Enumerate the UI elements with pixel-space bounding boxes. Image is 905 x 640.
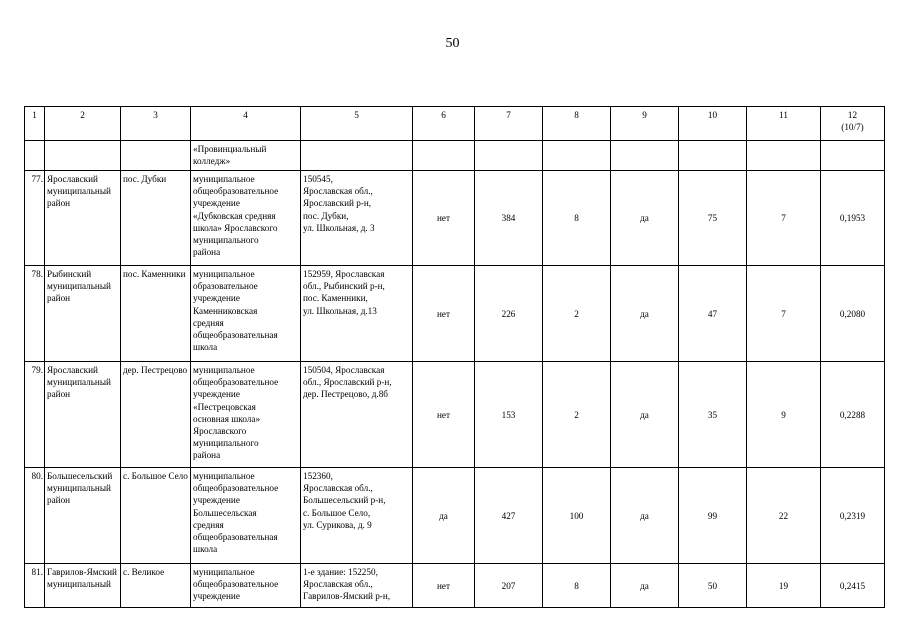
cell-col-12: 0,2319	[821, 468, 885, 564]
cell-col-9: да	[611, 468, 679, 564]
address-cell: 150545, Ярославская обл., Ярославский р-н, пос. Дубки, ул. Школьная, д. 3	[301, 171, 413, 266]
header-cell: 1	[25, 107, 45, 141]
locality-cell: пос. Дубки	[121, 171, 191, 266]
data-table	[24, 106, 885, 608]
row-number-cell: 81.	[25, 564, 45, 608]
table-cell	[679, 141, 747, 171]
locality-cell: дер. Пестрецово	[121, 362, 191, 468]
locality-cell: пос. Каменники	[121, 266, 191, 362]
cell-col-7: 226	[475, 266, 543, 362]
table-row	[25, 171, 885, 266]
cell-col-6: нет	[413, 362, 475, 468]
district-cell: Рыбинский муниципальный район	[45, 266, 121, 362]
cell-col-11: 19	[747, 564, 821, 608]
school-name-cell: муниципальное общеобразовательное учреждение	[191, 564, 301, 608]
table-row	[25, 468, 885, 564]
cell-col-7: 207	[475, 564, 543, 608]
table-row	[25, 362, 885, 468]
table-cell	[543, 141, 611, 171]
row-number-cell: 77.	[25, 171, 45, 266]
cell-col-9: да	[611, 564, 679, 608]
cell-col-6: нет	[413, 564, 475, 608]
cell-col-10: 50	[679, 564, 747, 608]
row-number-cell: 80.	[25, 468, 45, 564]
district-cell: Ярославский муниципальный район	[45, 362, 121, 468]
table-cell	[301, 141, 413, 171]
cell-col-8: 8	[543, 564, 611, 608]
table-cell: «Провинциальный колледж»	[191, 141, 301, 171]
address-cell: 152959, Ярославская обл., Рыбинский р-н, пос. Каменники, ул. Школьная, д.13	[301, 266, 413, 362]
row-number-cell: 78.	[25, 266, 45, 362]
district-cell: Ярославский муниципальный район	[45, 171, 121, 266]
school-name-cell: муниципальное образовательное учреждение Каменниковская средняя общеобразовательная школа	[191, 266, 301, 362]
table-cell	[821, 141, 885, 171]
address-cell: 150504, Ярославская обл., Ярославский р-н, дер. Пестрецово, д.8б	[301, 362, 413, 468]
school-name-cell: муниципальное общеобразовательное учреждение «Пестрецовская основная школа» Ярославского муниципального района	[191, 362, 301, 468]
cell-col-8: 2	[543, 266, 611, 362]
page-number: 50	[445, 36, 460, 51]
table-row	[25, 564, 885, 608]
cell-col-7: 384	[475, 171, 543, 266]
header-cell: 2	[45, 107, 121, 141]
cell-col-12: 0,2415	[821, 564, 885, 608]
cell-col-10: 35	[679, 362, 747, 468]
table-cell	[475, 141, 543, 171]
locality-cell: с. Великое	[121, 564, 191, 608]
header-cell: 8	[543, 107, 611, 141]
cell-col-12: 0,1953	[821, 171, 885, 266]
header-cell: 5	[301, 107, 413, 141]
header-cell: 4	[191, 107, 301, 141]
table-cell	[121, 141, 191, 171]
header-cell: 6	[413, 107, 475, 141]
cell-col-11: 22	[747, 468, 821, 564]
cell-col-9: да	[611, 171, 679, 266]
header-cell: 12 (10/7)	[821, 107, 885, 141]
table-cell	[747, 141, 821, 171]
cell-col-11: 7	[747, 171, 821, 266]
cell-col-7: 153	[475, 362, 543, 468]
cell-col-6: да	[413, 468, 475, 564]
cell-col-6: нет	[413, 266, 475, 362]
table-cell	[45, 141, 121, 171]
cell-col-11: 9	[747, 362, 821, 468]
cell-col-9: да	[611, 266, 679, 362]
cell-col-10: 75	[679, 171, 747, 266]
school-name-cell: муниципальное общеобразовательное учреждение «Дубковская средняя школа» Ярославского муниципального района	[191, 171, 301, 266]
cell-col-8: 2	[543, 362, 611, 468]
cell-col-10: 99	[679, 468, 747, 564]
header-cell: 3	[121, 107, 191, 141]
cell-col-12: 0,2288	[821, 362, 885, 468]
cell-col-8: 8	[543, 171, 611, 266]
cell-col-7: 427	[475, 468, 543, 564]
table-row	[25, 266, 885, 362]
table-cell	[611, 141, 679, 171]
cell-col-10: 47	[679, 266, 747, 362]
cell-col-8: 100	[543, 468, 611, 564]
header-cell: 10	[679, 107, 747, 141]
locality-cell: с. Большое Село	[121, 468, 191, 564]
header-cell: 11	[747, 107, 821, 141]
continuation-row	[25, 141, 885, 171]
cell-col-12: 0,2080	[821, 266, 885, 362]
table-cell	[413, 141, 475, 171]
district-cell: Гаврилов-Ямский муниципальный	[45, 564, 121, 608]
row-number-cell: 79.	[25, 362, 45, 468]
header-row	[25, 107, 885, 141]
school-name-cell: муниципальное общеобразовательное учреждение Большесельская средняя общеобразовательная школа	[191, 468, 301, 564]
header-cell: 7	[475, 107, 543, 141]
cell-col-6: нет	[413, 171, 475, 266]
address-cell: 1-е здание: 152250, Ярославская обл., Гаврилов-Ямский р-н,	[301, 564, 413, 608]
district-cell: Большесельский муниципальный район	[45, 468, 121, 564]
cell-col-9: да	[611, 362, 679, 468]
address-cell: 152360, Ярославская обл., Большесельский р-н, с. Большое Село, ул. Сурикова, д. 9	[301, 468, 413, 564]
table-cell	[25, 141, 45, 171]
header-cell: 9	[611, 107, 679, 141]
cell-col-11: 7	[747, 266, 821, 362]
